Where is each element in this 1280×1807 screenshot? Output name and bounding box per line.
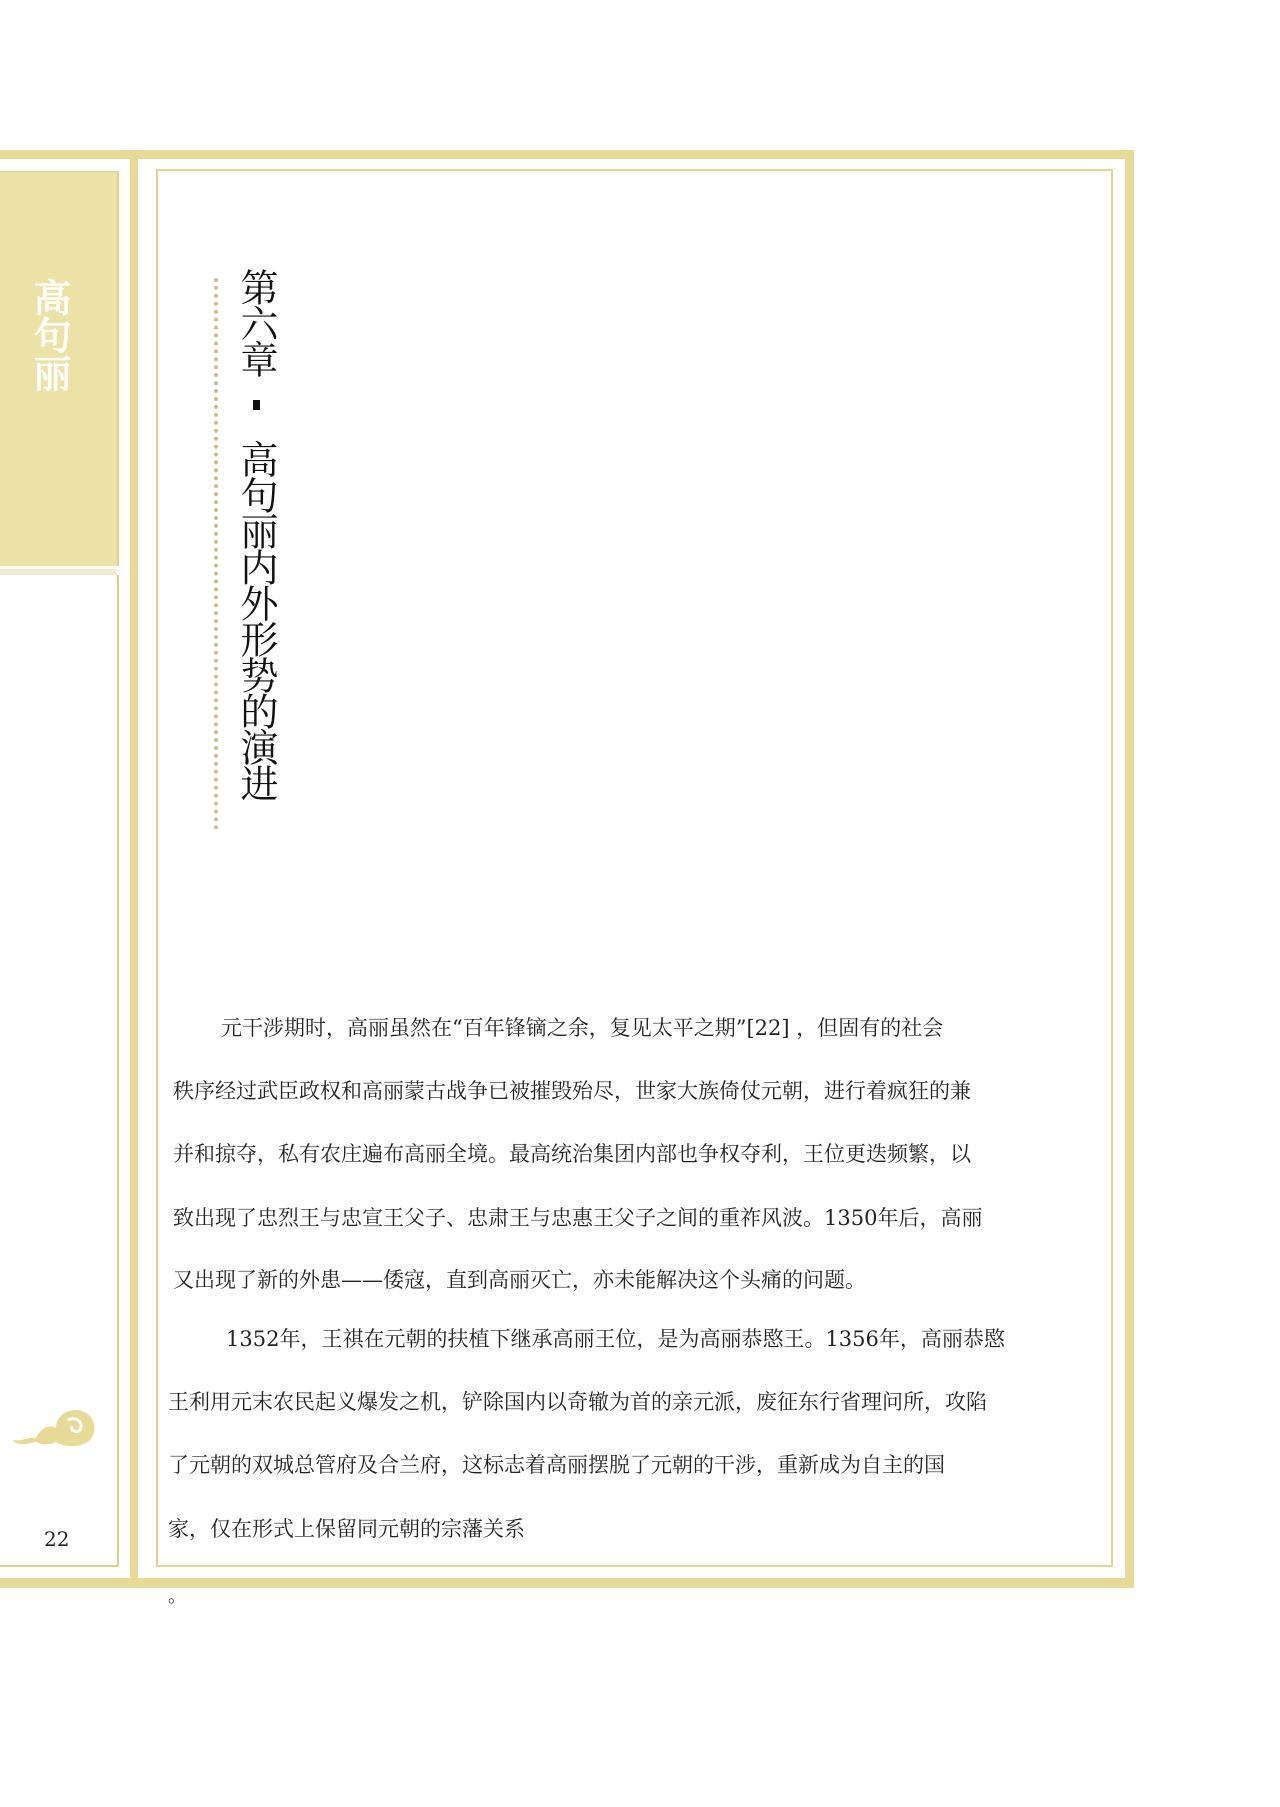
- dotted-rule: [214, 278, 218, 830]
- chapter-separator: [253, 400, 260, 410]
- chapter-number: 第六章: [234, 268, 278, 376]
- body-line: 致出现了忠烈王与忠宣王父子、忠肃王与忠惠王父子之间的重祚风波。1350年后，高丽: [173, 1206, 983, 1230]
- cloud-ornament-icon: [10, 1398, 100, 1452]
- side-title: 高句丽: [27, 278, 72, 392]
- body-line: 元干涉期时，高丽虽然在“百年锋镝之余，复见太平之期”[22] ，但固有的社会: [221, 1016, 944, 1040]
- frame-right-border: [1125, 150, 1134, 1588]
- body-line: 了元朝的双城总管府及合兰府，这标志着高丽摆脱了元朝的干涉，重新成为自主的国: [168, 1453, 945, 1477]
- page-number: 22: [44, 1527, 70, 1551]
- body-line: 家，仅在形式上保留同元朝的宗藩关系: [168, 1517, 525, 1541]
- frame-divider: [130, 150, 138, 1588]
- content-box: [156, 169, 1113, 1567]
- chapter-title: 高句丽内外形势的演进: [234, 440, 278, 800]
- frame-top-border: [0, 150, 1134, 159]
- stray-punctuation: 。: [168, 1586, 186, 1607]
- body-line: 又出现了新的外患——倭寇，直到高丽灭亡，亦未能解决这个头痛的问题。: [173, 1268, 866, 1292]
- body-line: 并和掠夺，私有农庄遍布高丽全境。最高统治集团内部也争权夺利，王位更迭频繁，以: [173, 1142, 971, 1166]
- body-line: 秩序经过武臣政权和高丽蒙古战争已被摧毁殆尽，世家大族倚仗元朝，进行着疯狂的兼: [173, 1079, 971, 1103]
- body-line: 1352年，王祺在元朝的扶植下继承高丽王位，是为高丽恭愍王。1356年，高丽恭愍: [226, 1327, 1005, 1351]
- chapter-heading: [234, 268, 278, 800]
- body-line: 王利用元末农民起义爆发之机，铲除国内以奇辙为首的亲元派，废征东行省理问所，攻陷: [168, 1390, 987, 1414]
